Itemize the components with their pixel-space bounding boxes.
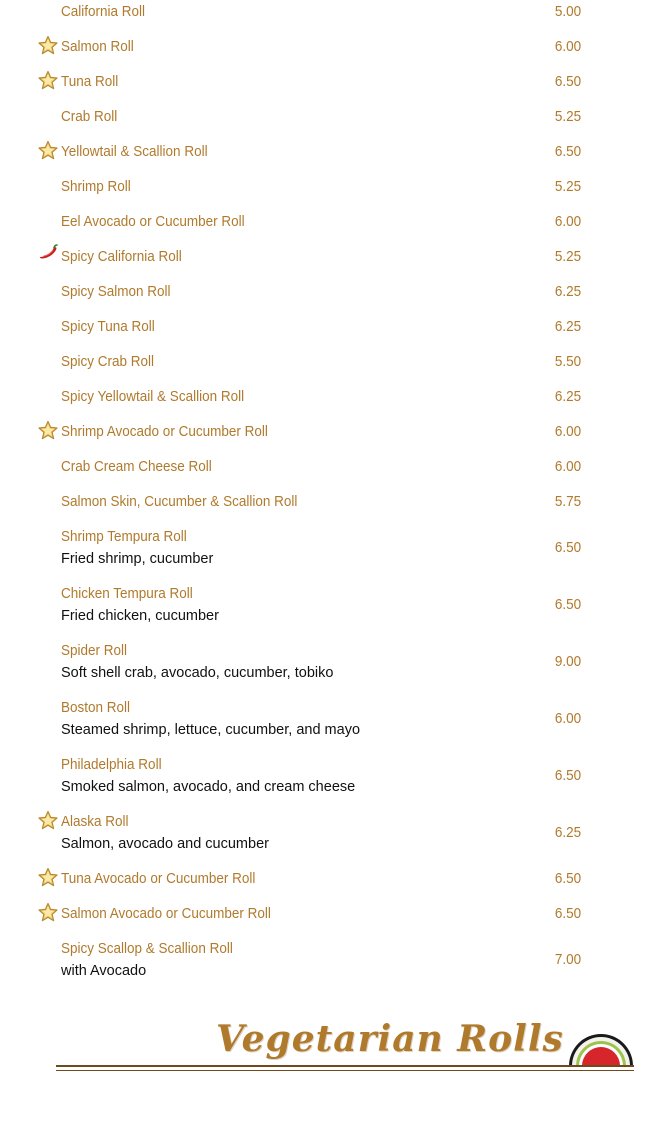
item-name: Shrimp Roll	[61, 178, 131, 195]
item-price: 6.25	[554, 318, 581, 335]
item-name: Spicy Tuna Roll	[61, 318, 155, 335]
item-price: 6.25	[554, 283, 581, 300]
item-price: 6.00	[554, 710, 581, 727]
menu-item	[0, 35, 671, 70]
star-icon	[38, 420, 58, 440]
menu-item	[0, 937, 671, 994]
item-name: Eel Avocado or Cucumber Roll	[61, 213, 245, 230]
item-price: 6.50	[554, 767, 581, 784]
item-description: with Avocado	[61, 963, 147, 979]
item-name: Shrimp Tempura Roll	[61, 528, 187, 545]
item-name: Boston Roll	[61, 699, 131, 716]
item-price: 7.00	[554, 951, 581, 968]
item-name: Chicken Tempura Roll	[61, 585, 193, 602]
item-name: Spicy Salmon Roll	[61, 283, 171, 300]
menu-item	[0, 210, 671, 245]
menu-item	[0, 105, 671, 140]
item-description: Salmon, avocado and cucumber	[61, 836, 269, 852]
item-price: 6.50	[554, 143, 581, 160]
item-price: 6.00	[554, 423, 581, 440]
item-price: 5.25	[554, 108, 581, 125]
item-price: 6.25	[554, 824, 581, 841]
item-name: Yellowtail & Scallion Roll	[61, 143, 208, 160]
item-name: Philadelphia Roll	[61, 756, 162, 773]
menu-item	[0, 696, 671, 753]
item-name: Salmon Roll	[61, 38, 134, 55]
menu-item	[0, 525, 671, 582]
menu-item	[0, 245, 671, 280]
menu-item	[0, 350, 671, 385]
item-name: Salmon Skin, Cucumber & Scallion Roll	[61, 493, 298, 510]
item-name: Spicy Yellowtail & Scallion Roll	[61, 388, 245, 405]
item-price: 6.00	[554, 458, 581, 475]
item-name: Crab Roll	[61, 108, 118, 125]
menu-item	[0, 0, 671, 35]
menu-item	[0, 902, 671, 937]
menu-item	[0, 753, 671, 810]
item-description: Soft shell crab, avocado, cucumber, tobiko	[61, 665, 334, 681]
menu-item	[0, 490, 671, 525]
section-divider	[56, 1065, 634, 1067]
item-price: 5.00	[554, 3, 581, 20]
menu-item	[0, 455, 671, 490]
item-price: 5.25	[554, 248, 581, 265]
item-description: Fried shrimp, cucumber	[61, 551, 214, 567]
menu-item	[0, 810, 671, 867]
menu-item	[0, 280, 671, 315]
item-name: Tuna Roll	[61, 73, 119, 90]
item-price: 6.25	[554, 388, 581, 405]
item-price: 6.50	[554, 905, 581, 922]
item-price: 5.75	[554, 493, 581, 510]
item-description: Steamed shrimp, lettuce, cucumber, and mayo	[61, 722, 361, 738]
item-price: 6.00	[554, 213, 581, 230]
item-price: 6.50	[554, 870, 581, 887]
menu-item	[0, 70, 671, 105]
star-icon	[38, 867, 58, 887]
star-icon	[38, 140, 58, 160]
menu-item	[0, 385, 671, 420]
item-name: Spider Roll	[61, 642, 128, 659]
menu-item	[0, 867, 671, 902]
item-price: 6.50	[554, 539, 581, 556]
item-name: California Roll	[61, 3, 146, 20]
item-price: 6.50	[554, 596, 581, 613]
menu-item	[0, 639, 671, 696]
menu-item	[0, 140, 671, 175]
sushi-roll-icon	[568, 1030, 634, 1066]
menu-item	[0, 420, 671, 455]
item-price: 6.50	[554, 73, 581, 90]
chili-pepper-icon	[38, 242, 58, 262]
menu-item	[0, 315, 671, 350]
section-title: Vegetarian Rolls	[216, 1018, 564, 1060]
item-name: Shrimp Avocado or Cucumber Roll	[61, 423, 268, 440]
item-name: Spicy Scallop & Scallion Roll	[61, 940, 233, 957]
star-icon	[38, 70, 58, 90]
item-name: Spicy California Roll	[61, 248, 182, 265]
item-name: Alaska Roll	[61, 813, 129, 830]
item-price: 5.50	[554, 353, 581, 370]
item-description: Smoked salmon, avocado, and cream cheese	[61, 779, 356, 795]
item-name: Crab Cream Cheese Roll	[61, 458, 212, 475]
star-icon	[38, 902, 58, 922]
section-divider-secondary	[56, 1070, 634, 1071]
star-icon	[38, 810, 58, 830]
section-header	[56, 1018, 634, 1078]
item-description: Fried chicken, cucumber	[61, 608, 219, 624]
menu-item	[0, 582, 671, 639]
item-name: Tuna Avocado or Cucumber Roll	[61, 870, 256, 887]
menu-item	[0, 175, 671, 210]
item-price: 6.00	[554, 38, 581, 55]
star-icon	[38, 35, 58, 55]
item-price: 5.25	[554, 178, 581, 195]
item-price: 9.00	[554, 653, 581, 670]
item-name: Salmon Avocado or Cucumber Roll	[61, 905, 271, 922]
item-name: Spicy Crab Roll	[61, 353, 155, 370]
